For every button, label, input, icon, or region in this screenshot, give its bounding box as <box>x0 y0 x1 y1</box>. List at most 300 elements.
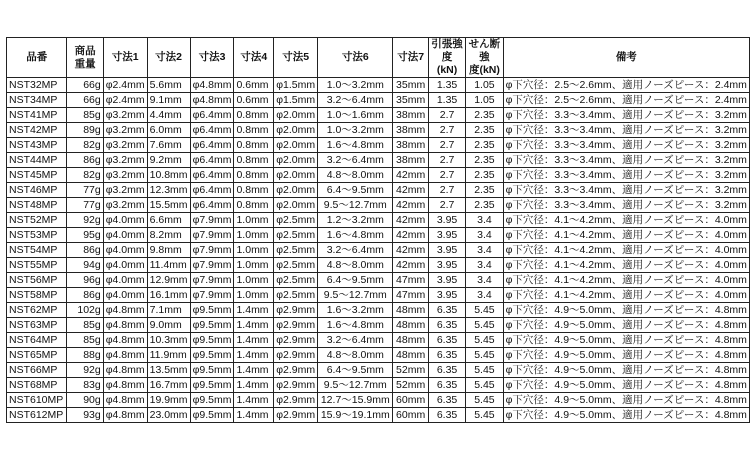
table-cell: φ7.9mm <box>190 273 234 288</box>
table-cell: 88g <box>67 348 103 363</box>
table-cell: 3.4 <box>466 258 503 273</box>
table-cell: φ2.9mm <box>274 348 318 363</box>
table-cell: 2.7 <box>428 153 465 168</box>
spec-table <box>6 37 750 423</box>
table-cell: 85g <box>67 108 103 123</box>
table-cell: 3.4 <box>466 243 503 258</box>
table-cell: φ2.0mm <box>274 168 318 183</box>
table-cell: φ2.9mm <box>274 318 318 333</box>
table-cell: NST43MP <box>7 138 67 153</box>
table-row <box>7 378 750 393</box>
table-cell: φ2.5mm <box>274 273 318 288</box>
table-cell: 2.35 <box>466 123 503 138</box>
table-row <box>7 303 750 318</box>
table-cell: 82g <box>67 138 103 153</box>
table-cell: 6.35 <box>428 408 465 423</box>
table-cell: NST34MP <box>7 93 67 108</box>
table-cell: 92g <box>67 363 103 378</box>
table-cell: φ2.4mm <box>103 78 147 93</box>
table-cell: 77g <box>67 198 103 213</box>
table-cell: 48mm <box>393 303 428 318</box>
table-cell: φ下穴径：4.9～5.0mm、適用ノーズピース：4.8mm <box>503 348 749 363</box>
table-cell: φ2.0mm <box>274 198 318 213</box>
table-cell: φ3.2mm <box>103 123 147 138</box>
table-cell: φ9.5mm <box>190 393 234 408</box>
table-cell: NST52MP <box>7 213 67 228</box>
table-cell: 86g <box>67 288 103 303</box>
table-cell: φ下穴径：3.3～3.4mm、適用ノーズピース：3.2mm <box>503 108 749 123</box>
table-cell: 4.8～8.0mm <box>318 258 393 273</box>
table-cell: 4.8～8.0mm <box>318 168 393 183</box>
table-cell: φ9.5mm <box>190 303 234 318</box>
table-cell: 5.45 <box>466 378 503 393</box>
table-cell: 38mm <box>393 153 428 168</box>
table-cell: 19.9mm <box>147 393 190 408</box>
table-cell: NST48MP <box>7 198 67 213</box>
table-cell: 3.2～6.4mm <box>318 243 393 258</box>
table-cell: 0.8mm <box>234 183 274 198</box>
table-cell: 6.35 <box>428 318 465 333</box>
table-cell: 10.3mm <box>147 333 190 348</box>
table-cell: 35mm <box>393 78 428 93</box>
column-header: 備考 <box>503 38 749 78</box>
table-cell: NST62MP <box>7 303 67 318</box>
table-cell: 7.1mm <box>147 303 190 318</box>
table-cell: 9.5～12.7mm <box>318 198 393 213</box>
table-cell: 6.4～9.5mm <box>318 363 393 378</box>
table-cell: 4.4mm <box>147 108 190 123</box>
column-header: 寸法3 <box>190 38 234 78</box>
table-cell: φ4.8mm <box>190 78 234 93</box>
table-cell: 2.7 <box>428 183 465 198</box>
table-cell: φ9.5mm <box>190 333 234 348</box>
table-cell: φ4.8mm <box>103 333 147 348</box>
column-header: 品番 <box>7 38 67 78</box>
table-cell: 16.1mm <box>147 288 190 303</box>
table-cell: NST44MP <box>7 153 67 168</box>
table-cell: φ下穴径：4.9～5.0mm、適用ノーズピース：4.8mm <box>503 408 749 423</box>
table-cell: 95g <box>67 228 103 243</box>
table-cell: 5.45 <box>466 408 503 423</box>
table-cell: 42mm <box>393 183 428 198</box>
table-cell: NST610MP <box>7 393 67 408</box>
table-cell: 1.0mm <box>234 273 274 288</box>
table-cell: 3.2～6.4mm <box>318 153 393 168</box>
table-cell: 9.1mm <box>147 93 190 108</box>
table-cell: 1.0mm <box>234 258 274 273</box>
table-cell: 13.5mm <box>147 363 190 378</box>
table-row <box>7 393 750 408</box>
table-cell: 0.8mm <box>234 138 274 153</box>
table-cell: 94g <box>67 258 103 273</box>
table-cell: 3.2～6.4mm <box>318 333 393 348</box>
table-cell: 7.6mm <box>147 138 190 153</box>
table-cell: φ2.9mm <box>274 303 318 318</box>
spec-table-container <box>6 37 750 423</box>
table-cell: NST56MP <box>7 273 67 288</box>
table-cell: NST58MP <box>7 288 67 303</box>
table-cell: 6.0mm <box>147 123 190 138</box>
table-cell: φ2.5mm <box>274 243 318 258</box>
table-cell: φ6.4mm <box>190 198 234 213</box>
table-cell: φ下穴径：4.9～5.0mm、適用ノーズピース：4.8mm <box>503 363 749 378</box>
table-row <box>7 168 750 183</box>
table-cell: NST64MP <box>7 333 67 348</box>
table-cell: 9.8mm <box>147 243 190 258</box>
table-cell: 92g <box>67 213 103 228</box>
table-cell: 4.8～8.0mm <box>318 348 393 363</box>
table-cell: φ6.4mm <box>190 168 234 183</box>
table-cell: 3.95 <box>428 213 465 228</box>
table-cell: 1.4mm <box>234 318 274 333</box>
table-cell: φ2.5mm <box>274 228 318 243</box>
table-cell: 2.7 <box>428 108 465 123</box>
table-cell: φ2.5mm <box>274 258 318 273</box>
table-cell: 6.4～9.5mm <box>318 183 393 198</box>
table-cell: φ下穴径：3.3～3.4mm、適用ノーズピース：3.2mm <box>503 138 749 153</box>
table-cell: NST63MP <box>7 318 67 333</box>
table-cell: φ4.8mm <box>103 378 147 393</box>
table-row <box>7 408 750 423</box>
table-cell: φ下穴径：3.3～3.4mm、適用ノーズピース：3.2mm <box>503 153 749 168</box>
table-cell: φ4.8mm <box>190 93 234 108</box>
table-cell: 1.2～3.2mm <box>318 213 393 228</box>
table-cell: NST32MP <box>7 78 67 93</box>
table-cell: 38mm <box>393 108 428 123</box>
table-cell: 2.7 <box>428 198 465 213</box>
table-cell: φ1.5mm <box>274 93 318 108</box>
table-cell: φ下穴径：4.9～5.0mm、適用ノーズピース：4.8mm <box>503 303 749 318</box>
table-cell: 5.45 <box>466 393 503 408</box>
table-cell: NST41MP <box>7 108 67 123</box>
column-header: 商品重量 <box>67 38 103 78</box>
table-cell: 42mm <box>393 213 428 228</box>
table-cell: φ2.0mm <box>274 183 318 198</box>
table-cell: 3.4 <box>466 228 503 243</box>
table-cell: φ6.4mm <box>190 123 234 138</box>
table-cell: 93g <box>67 408 103 423</box>
table-cell: 38mm <box>393 138 428 153</box>
table-cell: φ2.5mm <box>274 288 318 303</box>
table-cell: 6.35 <box>428 303 465 318</box>
table-cell: φ4.0mm <box>103 228 147 243</box>
table-cell: NST612MP <box>7 408 67 423</box>
table-cell: 3.4 <box>466 288 503 303</box>
table-cell: 1.05 <box>466 93 503 108</box>
table-cell: 0.6mm <box>234 78 274 93</box>
table-cell: 85g <box>67 318 103 333</box>
table-cell: 3.4 <box>466 213 503 228</box>
table-row <box>7 363 750 378</box>
table-cell: 3.4 <box>466 273 503 288</box>
table-cell: NST45MP <box>7 168 67 183</box>
table-cell: 102g <box>67 303 103 318</box>
table-cell: 3.95 <box>428 258 465 273</box>
table-cell: φ下穴径：3.3～3.4mm、適用ノーズピース：3.2mm <box>503 123 749 138</box>
table-cell: φ9.5mm <box>190 363 234 378</box>
column-header: せん断強 度(kN) <box>466 38 503 78</box>
table-row <box>7 183 750 198</box>
table-cell: 35mm <box>393 93 428 108</box>
table-cell: φ4.8mm <box>103 393 147 408</box>
column-header: 引張強度 (kN) <box>428 38 465 78</box>
table-cell: 89g <box>67 123 103 138</box>
table-cell: 86g <box>67 243 103 258</box>
table-cell: 2.35 <box>466 183 503 198</box>
table-cell: 1.35 <box>428 93 465 108</box>
table-cell: 1.0～3.2mm <box>318 123 393 138</box>
table-row <box>7 318 750 333</box>
table-cell: φ下穴径：4.9～5.0mm、適用ノーズピース：4.8mm <box>503 333 749 348</box>
table-cell: 5.45 <box>466 333 503 348</box>
table-cell: 3.95 <box>428 288 465 303</box>
table-cell: 6.35 <box>428 348 465 363</box>
table-cell: φ下穴径：3.3～3.4mm、適用ノーズピース：3.2mm <box>503 168 749 183</box>
table-cell: φ下穴径：4.1～4.2mm、適用ノーズピース：4.0mm <box>503 288 749 303</box>
table-cell: 1.4mm <box>234 393 274 408</box>
table-cell: 11.4mm <box>147 258 190 273</box>
table-cell: 16.7mm <box>147 378 190 393</box>
header-row <box>7 38 750 78</box>
table-cell: 2.35 <box>466 198 503 213</box>
table-cell: φ4.0mm <box>103 273 147 288</box>
table-row <box>7 228 750 243</box>
table-cell: 9.5～12.7mm <box>318 378 393 393</box>
table-cell: φ4.0mm <box>103 258 147 273</box>
table-cell: 86g <box>67 153 103 168</box>
table-cell: 2.35 <box>466 168 503 183</box>
table-row <box>7 123 750 138</box>
table-cell: 90g <box>67 393 103 408</box>
table-row <box>7 138 750 153</box>
table-cell: NST53MP <box>7 228 67 243</box>
table-cell: φ4.0mm <box>103 213 147 228</box>
column-header: 寸法1 <box>103 38 147 78</box>
table-cell: φ下穴径：4.1～4.2mm、適用ノーズピース：4.0mm <box>503 243 749 258</box>
table-cell: φ6.4mm <box>190 183 234 198</box>
table-cell: 10.8mm <box>147 168 190 183</box>
table-row <box>7 273 750 288</box>
table-cell: φ4.8mm <box>103 318 147 333</box>
table-cell: 2.35 <box>466 153 503 168</box>
table-cell: φ2.4mm <box>103 93 147 108</box>
table-cell: 6.35 <box>428 363 465 378</box>
table-cell: φ4.8mm <box>103 363 147 378</box>
table-cell: φ7.9mm <box>190 288 234 303</box>
table-cell: 66g <box>67 93 103 108</box>
table-cell: 9.5～12.7mm <box>318 288 393 303</box>
table-cell: φ3.2mm <box>103 198 147 213</box>
table-row <box>7 78 750 93</box>
table-cell: φ6.4mm <box>190 138 234 153</box>
table-cell: 6.35 <box>428 333 465 348</box>
table-cell: φ2.9mm <box>274 378 318 393</box>
table-cell: φ1.5mm <box>274 78 318 93</box>
table-row <box>7 348 750 363</box>
table-cell: NST42MP <box>7 123 67 138</box>
table-cell: φ下穴径：4.9～5.0mm、適用ノーズピース：4.8mm <box>503 393 749 408</box>
table-cell: 1.0mm <box>234 213 274 228</box>
table-cell: φ下穴径：4.9～5.0mm、適用ノーズピース：4.8mm <box>503 378 749 393</box>
table-cell: 60mm <box>393 393 428 408</box>
table-cell: 2.7 <box>428 138 465 153</box>
table-cell: 15.5mm <box>147 198 190 213</box>
table-cell: 38mm <box>393 123 428 138</box>
table-cell: 0.8mm <box>234 108 274 123</box>
table-cell: φ9.5mm <box>190 378 234 393</box>
table-cell: φ2.9mm <box>274 393 318 408</box>
table-cell: 1.6～4.8mm <box>318 228 393 243</box>
table-cell: NST65MP <box>7 348 67 363</box>
table-cell: NST66MP <box>7 363 67 378</box>
table-cell: φ6.4mm <box>190 153 234 168</box>
table-cell: 1.35 <box>428 78 465 93</box>
table-cell: 1.4mm <box>234 378 274 393</box>
table-cell: 82g <box>67 168 103 183</box>
table-cell: 1.4mm <box>234 408 274 423</box>
table-cell: φ2.9mm <box>274 408 318 423</box>
table-cell: φ9.5mm <box>190 318 234 333</box>
table-cell: 5.6mm <box>147 78 190 93</box>
table-cell: φ4.0mm <box>103 288 147 303</box>
table-cell: 1.0mm <box>234 228 274 243</box>
table-cell: 6.35 <box>428 393 465 408</box>
table-cell: NST68MP <box>7 378 67 393</box>
column-header: 寸法4 <box>234 38 274 78</box>
table-cell: 83g <box>67 378 103 393</box>
table-row <box>7 153 750 168</box>
table-cell: φ2.9mm <box>274 363 318 378</box>
table-cell: φ下穴径：2.5～2.6mm、適用ノーズピース：2.4mm <box>503 93 749 108</box>
table-cell: 6.35 <box>428 378 465 393</box>
table-cell: 1.0mm <box>234 288 274 303</box>
table-cell: φ6.4mm <box>190 108 234 123</box>
table-cell: 15.9～19.1mm <box>318 408 393 423</box>
table-cell: 42mm <box>393 198 428 213</box>
table-cell: φ3.2mm <box>103 138 147 153</box>
table-cell: 1.05 <box>466 78 503 93</box>
table-cell: 1.6～3.2mm <box>318 303 393 318</box>
table-cell: 3.95 <box>428 273 465 288</box>
table-row <box>7 258 750 273</box>
table-cell: 42mm <box>393 243 428 258</box>
table-cell: 12.7～15.9mm <box>318 393 393 408</box>
table-cell: 0.8mm <box>234 168 274 183</box>
table-cell: 2.7 <box>428 168 465 183</box>
table-cell: 77g <box>67 183 103 198</box>
table-cell: 0.8mm <box>234 123 274 138</box>
table-cell: φ7.9mm <box>190 228 234 243</box>
table-cell: 1.6～4.8mm <box>318 138 393 153</box>
table-cell: 5.45 <box>466 348 503 363</box>
table-cell: φ9.5mm <box>190 348 234 363</box>
table-cell: 1.0～3.2mm <box>318 78 393 93</box>
table-cell: 5.45 <box>466 363 503 378</box>
table-cell: φ2.0mm <box>274 123 318 138</box>
table-cell: φ2.0mm <box>274 108 318 123</box>
table-row <box>7 93 750 108</box>
table-cell: φ2.0mm <box>274 153 318 168</box>
table-cell: 23.0mm <box>147 408 190 423</box>
table-cell: 0.8mm <box>234 153 274 168</box>
column-header: 寸法5 <box>274 38 318 78</box>
table-cell: 1.0mm <box>234 243 274 258</box>
table-cell: φ7.9mm <box>190 258 234 273</box>
table-cell: NST54MP <box>7 243 67 258</box>
table-cell: 0.8mm <box>234 198 274 213</box>
table-cell: 60mm <box>393 408 428 423</box>
table-cell: 2.35 <box>466 108 503 123</box>
table-row <box>7 198 750 213</box>
table-cell: φ2.9mm <box>274 333 318 348</box>
table-cell: 66g <box>67 78 103 93</box>
table-cell: 42mm <box>393 258 428 273</box>
table-cell: φ4.8mm <box>103 408 147 423</box>
table-cell: 52mm <box>393 363 428 378</box>
table-cell: NST46MP <box>7 183 67 198</box>
table-cell: 3.95 <box>428 228 465 243</box>
table-cell: 12.3mm <box>147 183 190 198</box>
table-cell: φ7.9mm <box>190 213 234 228</box>
table-row <box>7 333 750 348</box>
table-cell: 2.7 <box>428 123 465 138</box>
table-cell: 5.45 <box>466 303 503 318</box>
table-cell: NST55MP <box>7 258 67 273</box>
table-cell: 52mm <box>393 378 428 393</box>
table-cell: 6.4～9.5mm <box>318 273 393 288</box>
table-cell: 1.4mm <box>234 348 274 363</box>
table-cell: φ下穴径：4.9～5.0mm、適用ノーズピース：4.8mm <box>503 318 749 333</box>
table-cell: 11.9mm <box>147 348 190 363</box>
table-cell: 96g <box>67 273 103 288</box>
table-row <box>7 108 750 123</box>
table-cell: φ下穴径：3.3～3.4mm、適用ノーズピース：3.2mm <box>503 183 749 198</box>
table-row <box>7 213 750 228</box>
table-cell: φ下穴径：3.3～3.4mm、適用ノーズピース：3.2mm <box>503 198 749 213</box>
table-cell: 48mm <box>393 318 428 333</box>
table-cell: φ2.5mm <box>274 213 318 228</box>
table-cell: φ4.8mm <box>103 303 147 318</box>
table-cell: 5.45 <box>466 318 503 333</box>
table-cell: φ3.2mm <box>103 183 147 198</box>
table-cell: 85g <box>67 333 103 348</box>
table-cell: 47mm <box>393 273 428 288</box>
table-cell: 9.2mm <box>147 153 190 168</box>
table-cell: 6.6mm <box>147 213 190 228</box>
column-header: 寸法7 <box>393 38 428 78</box>
table-cell: φ3.2mm <box>103 108 147 123</box>
table-cell: 48mm <box>393 348 428 363</box>
table-cell: φ下穴径：4.1～4.2mm、適用ノーズピース：4.0mm <box>503 258 749 273</box>
table-cell: 1.6～4.8mm <box>318 318 393 333</box>
table-cell: 0.6mm <box>234 93 274 108</box>
column-header: 寸法2 <box>147 38 190 78</box>
table-cell: 1.4mm <box>234 303 274 318</box>
table-cell: 12.9mm <box>147 273 190 288</box>
table-cell: 3.2～6.4mm <box>318 93 393 108</box>
table-cell: 9.0mm <box>147 318 190 333</box>
table-cell: φ3.2mm <box>103 168 147 183</box>
column-header: 寸法6 <box>318 38 393 78</box>
table-cell: 2.35 <box>466 138 503 153</box>
table-body <box>7 78 750 423</box>
table-cell: 42mm <box>393 168 428 183</box>
table-cell: φ4.0mm <box>103 243 147 258</box>
table-cell: φ下穴径：4.1～4.2mm、適用ノーズピース：4.0mm <box>503 228 749 243</box>
table-row <box>7 288 750 303</box>
table-cell: 42mm <box>393 228 428 243</box>
table-cell: φ9.5mm <box>190 408 234 423</box>
